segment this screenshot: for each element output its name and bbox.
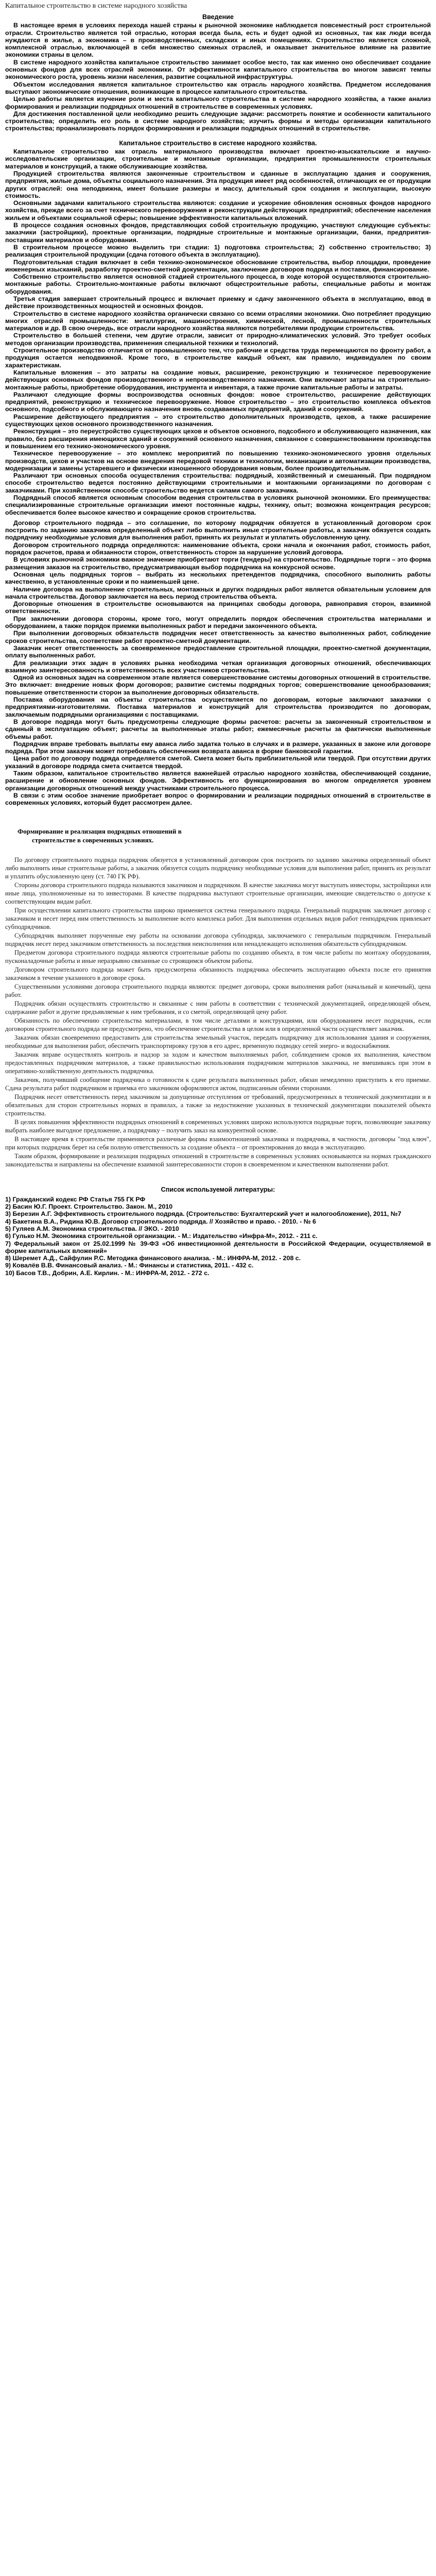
paragraph: При выполнении договорных обязательств подрядчик несет ответственность за качество выполненных работ, соблюдение сроков строительства, соответствие работ проектно-сметной документации. bbox=[5, 630, 431, 645]
part1-paragraphs bbox=[5, 148, 431, 516]
paragraph: Субподрядчик выполняет порученные ему работы на основании договора субподряда, заключаемого с генеральным подрядчиком. Генеральный подрядчик несет перед заказчиком ответственность за последствия неисполнения или ненадлежащего исполнения обязательств субподрядчиком. bbox=[5, 932, 431, 948]
paragraph: В договоре подряда могут быть предусмотрены следующие формы расчетов: расчеты за законченный строительством и сданный в эксплуатацию объект; расчеты за выполненные этапы работ; ежемесячные расчеты за фактически выполненные объемы работ. bbox=[5, 718, 431, 740]
paragraph: Основными задачами капитального строительства являются: создание и ускорение обновления основных фондов народного хозяйства, прежде всего за счет технического перевооружения и реконструкции действующих предприятий; обеспечение населения жильем и объектами социальной сферы; повышение эффективности капитальных вложений. bbox=[5, 199, 431, 222]
paragraph: В целях повышения эффективности подрядных отношений в современных условиях широко используются подрядные торги, позволяющие заказчику выбрать наиболее выгодное предложение, а подрядчику – получить заказ на конкурентной основе. bbox=[5, 1118, 431, 1134]
paragraph: Основная цель подрядных торгов – выбрать из нескольких претендентов подрядчика, способного выполнить работы качественно, в установленные сроки и по наименьшей цене. bbox=[5, 570, 431, 586]
paragraph: Договором строительного подряда определяются: наименование объекта, сроки начала и окончания работ, стоимость работ, порядок расчетов, права и обязанности сторон, ответственность сторон за нарушение условий договора. bbox=[5, 541, 431, 556]
paragraph: Договор строительного подряда – это соглашение, по которому подрядчик обязуется в установленный договором срок построить по заданию заказчика определенный объект либо выполнить иные строительные работы, а заказчик обязуется создать подрядчику необходимые условия для выполнения работ, принять их результат и уплатить обусловленную цену. bbox=[5, 519, 431, 541]
paragraph: В настоящее время в строительстве применяются различные формы взаимоотношений заказчика и подрядчика, в частности, договоры "под ключ", при которых подрядчик берет на себя полную ответственность за создание объекта – от проектирования до ввода в эксплуатацию. bbox=[5, 1136, 431, 1151]
paragraph: Предметом договора строительного подряда являются строительные работы по созданию объекта, в том числе работы по монтажу оборудования, пусконаладочные работы и иные неразрывно связанные со строящимся объектом работы. bbox=[5, 949, 431, 965]
paragraph: Поставка оборудования на объекты строительства осуществляется по договорам, которые заключают заказчики с предприятиями-изготовителями. Поставка материалов и конструкций для строительства производится по договорам, заключаемым подрядными организациями с поставщиками. bbox=[5, 696, 431, 718]
paragraph: Цена работ по договору подряда определяется сметой. Смета может быть приблизительной или твердой. При отсутствии других указаний в договоре подряда смета считается твердой. bbox=[5, 755, 431, 770]
intro-heading: Введение bbox=[202, 13, 234, 21]
paragraph: Различают три основных способа осуществления строительства: подрядный, хозяйственный и смешанный. При подрядном способе строительство ведется постоянно действующими строительными и монтажными организациями по договорам с заказчиками. При хозяйственном способе строительство ведется силами самого заказчика. bbox=[5, 472, 431, 494]
paragraph: Подрядчик обязан осуществлять строительство и связанные с ним работы в соответствии с технической документацией, определяющей объем, содержание работ и другие предъявляемые к ним требования, и со сметой, определяющей цену работ. bbox=[5, 1000, 431, 1016]
paragraph: Наличие договора на выполнение строительных, монтажных и других подрядных работ является обязательным условием для начала строительства. Договор заключается на весь период строительства объекта. bbox=[5, 585, 431, 600]
paragraph: Таким образом, формирование и реализация подрядных отношений в строительстве в современных условиях основываются на нормах гражданского законодательства и направлены на обеспечение взаимной заинтересованности сторон в своевременном и качественном выполнении работ. bbox=[5, 1153, 431, 1168]
paragraph: В процессе создания основных фондов, представляющих собой строительную продукцию, участвуют следующие субъекты: заказчики (застройщики), проектные организации, подрядные строительные и монтажные организации, банки, предприятия-поставщики материалов и оборудования. bbox=[5, 222, 431, 244]
paragraph: В строительном процессе можно выделить три стадии: 1) подготовка строительства; 2) собственно строительство; 3) реализация строительной продукции (сдача готового объекта в эксплуатацию). bbox=[5, 243, 431, 259]
paragraph: Стороны договора строительного подряда называются заказчиком и подрядчиком. В качестве заказчика могут выступать инвесторы, застройщики или иные лица, уполномоченные на то инвесторами. В качестве подрядчика выступают строительные организации, имеющие свидетельство о допуске к соответствующим видам работ. bbox=[5, 882, 431, 906]
reference-item: 1) Гражданский кодекс РФ Статья 755 ГК РФ bbox=[5, 1195, 146, 1203]
paragraph: Техническое перевооружение – это комплекс мероприятий по повышению технико-экономического уровня отдельных производств, цехов и участков на основе внедрения передовой техники и технологии, механизации и автоматизации производства, модернизации и замены устаревшего и физически изношенного оборудования новым, более производительным. bbox=[5, 450, 431, 472]
paragraph: Объектом исследования является капитальное строительство как отрасль народного хозяйства. Предметом исследования выступают экономические отношения, возникающие в процессе капитального строительства. bbox=[5, 80, 431, 95]
intro-paragraphs bbox=[5, 22, 431, 132]
paragraph: Капитальные вложения – это затраты на создание новых, расширение, реконструкцию и техническое перевооружение действующих основных фондов производственного и непроизводственного назначения. Они включают затраты на строительно-монтажные работы, приобретение оборудования, инструмента и инвентаря, а также прочие капитальные работы и затраты. bbox=[5, 368, 431, 391]
paragraph: Заказчик вправе осуществлять контроль и надзор за ходом и качеством выполняемых работ, соблюдением сроков их выполнения, качеством предоставленных подрядчиком материалов, а также правильностью использования подрядчиком материалов заказчика, не вмешиваясь при этом в оперативно-хозяйственную деятельность подрядчика. bbox=[5, 1051, 431, 1075]
intro-section bbox=[5, 13, 431, 132]
paragraph: Подрядчик вправе требовать выплаты ему аванса либо задатка только в случаях и в размере, указанных в законе или договоре подряда. При этом заказчик может потребовать обеспечения возврата аванса в форме банковской гарантии. bbox=[5, 740, 431, 755]
paragraph: В условиях рыночной экономики важное значение приобретают торги (тендеры) на строительство. Подрядные торги – это форма размещения заказов на строительство, предусматривающая выбор подрядчика на конкурсной основе. bbox=[5, 556, 431, 571]
part2-heading bbox=[5, 827, 431, 844]
part1b-paragraphs bbox=[5, 519, 431, 807]
references-section bbox=[5, 1186, 431, 1277]
document-title: Капитальное строительство в системе народного хозяйства bbox=[5, 2, 187, 10]
paragraph: При осуществлении капитального строительства широко применяется система генерального подряда. Генеральный подрядчик заключает договор с заказчиком и несет перед ним ответственность за выполнение всего комплекса работ. Для выполнения отдельных видов работ генподрядчик привлекает субподрядчиков. bbox=[5, 907, 431, 931]
part2-heading-line1: Формирование и реализация подрядных отношений в bbox=[18, 827, 182, 836]
reference-item: 3) Березин А.Г. Эффективность строительного подряда. (Строительство: Бухгалтерский учет и налогообложение), 2011, №7 bbox=[5, 1210, 402, 1218]
reference-item: 6) Гулько Н.М. Экономика строительной организации. - М.: Издательство «Инфра-М», 2012. - 211 с. bbox=[5, 1232, 318, 1240]
reference-item: 4) Бакетина В.А., Ридина Ю.В. Договор строительного подряда. // Хозяйство и право. - 2010. - № 6 bbox=[5, 1217, 316, 1225]
paragraph: В настоящее время в условиях перехода нашей страны к рыночной экономике наблюдается повсеместный рост строительной отрасли. Строительство является той отраслью, которая всегда была, есть и будет одной из основных, так как люди всегда нуждаются в жилье, а экономика – в производственных, складских и иных помещениях. Строительство является сложной, комплексной отраслью, включающей в себя множество смежных отраслей, и оказывает значительное влияние на развитие экономики страны в целом. bbox=[5, 22, 431, 59]
paragraph: В связи с этим особое значение приобретает вопрос о формировании и реализации подрядных отношений в строительстве в современных условиях, который будет рассмотрен далее. bbox=[5, 791, 431, 807]
part2-heading-line2: строительстве в современных условиях. bbox=[32, 836, 154, 844]
part2-paragraphs bbox=[5, 856, 431, 1168]
paragraph: Подрядчик несет ответственность перед заказчиком за допущенные отступления от требований, предусмотренных в технической документации и в обязательных для сторон строительных нормах и правилах, а также за недостижение указанных в технической документации показателей объекта строительства. bbox=[5, 1093, 431, 1117]
reference-item: 10) Басов Т.В., Добрин, А.Е. Кирлин. - М.: ИНФРА-М, 2012. - 272 с. bbox=[5, 1269, 210, 1277]
part1-section bbox=[5, 140, 431, 807]
paragraph: Обязанность по обеспечению строительства материалами, в том числе деталями и конструкциями, или оборудованием несет подрядчик, если договором строительного подряда не предусмотрено, что обеспечение строительства в целом или в определенной части осуществляет заказчик. bbox=[5, 1017, 431, 1033]
paragraph: Подрядный способ является основным способом ведения строительства в условиях рыночной экономики. Его преимущества: специализированные строительные организации имеют постоянные кадры, технику, опыт; возможна концентрация ресурсов; обеспечивается более высокое качество и сокращение сроков строительства. bbox=[5, 494, 431, 516]
paragraph: Целью работы является изучение роли и места капитального строительства в системе народного хозяйства, а также анализ формирования и реализации подрядных отношений в строительстве в современных условиях. bbox=[5, 95, 431, 110]
paragraph: Для реализации этих задач в условиях рынка необходима четкая организация договорных отношений, обеспечивающих взаимную заинтересованность и ответственность всех участников строительства. bbox=[5, 659, 431, 674]
paragraph: Различают следующие формы воспроизводства основных фондов: новое строительство, расширение действующих предприятий, реконструкцию и техническое перевооружение. Новое строительство – это строительство комплекса объектов основного, подсобного и обслуживающего назначения вновь создаваемых предприятий, зданий и сооружений. bbox=[5, 391, 431, 413]
paragraph: В системе народного хозяйства капитальное строительство занимает особое место, так как именно оно обеспечивает создание основных фондов для всех отраслей экономики. От эффективности капитального строительства во многом зависят темпы экономического роста, уровень жизни населения, развитие социальной инфраструктуры. bbox=[5, 58, 431, 81]
paragraph: Договорные отношения в строительстве основываются на принципах свободы договора, равноправия сторон, взаимной ответственности. bbox=[5, 600, 431, 615]
part1-heading: Капитальное строительство в системе народного хозяйства. bbox=[119, 139, 317, 147]
reference-item: 9) Ковалёв В.В. Финансовый анализ. - М.: Финансы и статистика, 2011. - 432 с. bbox=[5, 1262, 254, 1269]
paragraph: Строительство в системе народного хозяйства органически связано со всеми отраслями экономики. Оно потребляет продукцию многих отраслей промышленности: металлургии, машиностроения, химической, лесной, промышленности строительных материалов и др. В свою очередь, все отрасли народного хозяйства являются потребителями продукции строительства. bbox=[5, 310, 431, 332]
reference-item: 5) Гуляев А.М. Экономика строительства. // ЭКО. - 2010 bbox=[5, 1225, 179, 1232]
references-heading: Список используемой литературы: bbox=[161, 1186, 275, 1194]
paragraph: Третья стадия завершает строительный процесс и включает приемку и сдачу законченного объекта в эксплуатацию, ввод в действие производственных мощностей и основных фондов. bbox=[5, 295, 431, 310]
paragraph: Продукцией строительства являются законченные строительством и сданные в эксплуатацию здания и сооружения, предприятия, жилые дома, объекты социального назначения. Эта продукция имеет ряд особенностей, отличающих ее от продукции других отраслей: она неподвижна, имеет большие размеры и массу, длительный срок создания и эксплуатации, высокую стоимость. bbox=[5, 170, 431, 199]
paragraph: Собственно строительство является основной стадией строительного процесса, в ходе которой осуществляются строительно-монтажные работы. Строительно-монтажные работы включают общестроительные работы, специальные работы и монтаж оборудования. bbox=[5, 273, 431, 295]
paragraph: При заключении договора стороны, кроме того, могут определить порядок обеспечения строительства материалами и оборудованием, а также порядок приемки выполненных работ и передачи законченного объекта. bbox=[5, 615, 431, 630]
paragraph: Строительное производство отличается от промышленного тем, что рабочие и средства труда перемещаются по фронту работ, а продукция остается неподвижной. Кроме того, в строительстве каждый объект, как правило, индивидуален по своим характеристикам. bbox=[5, 347, 431, 369]
paragraph: Заказчик, получивший сообщение подрядчика о готовности к сдаче результата выполненных работ, обязан немедленно приступить к его приемке. Сдача результата работ подрядчиком и приемка его заказчиком оформляются актом, подписанным обеими сторонами. bbox=[5, 1076, 431, 1092]
paragraph: Заказчик несет ответственность за своевременное предоставление строительной площадки, проектно-сметной документации, оплату выполненных работ. bbox=[5, 644, 431, 659]
paragraph: Одной из основных задач на современном этапе является совершенствование системы договорных отношений в строительстве. Это включает: внедрение новых форм договоров; развитие системы подрядных торгов; совершенствование ценообразования; повышение ответственности сторон за выполнение договорных обязательств. bbox=[5, 674, 431, 696]
reference-item: 8) Шеремет А.Д., Сайфулин Р.С. Методика финансового анализа. - М.: ИНФРА-М, 2012. - 208 с. bbox=[5, 1255, 301, 1262]
paragraph: Заказчик обязан своевременно предоставить для строительства земельный участок, передать подрядчику для использования здания и сооружения, необходимые для выполнения работ, обеспечить транспортировку грузов в его адрес, временную подводку сетей энерго- и водоснабжения. bbox=[5, 1034, 431, 1050]
references-list bbox=[5, 1196, 431, 1277]
reference-item: 2) Басин Ю.Г. Проект. Строительство. Закон. М., 2010 bbox=[5, 1203, 173, 1211]
reference-item: 7) Федеральный закон от 25.02.1999 № 39-ФЗ «Об инвестиционной деятельности в Российской Федерации, осуществляемой в форме капитальных вложений» bbox=[5, 1240, 431, 1255]
paragraph: Подготовительная стадия включает в себя технико-экономическое обоснование строительства, выбор площадки, проведение инженерных изысканий, разработку проектно-сметной документации, заключение договоров подряда и поставки, финансирование. bbox=[5, 258, 431, 273]
paragraph: Капитальное строительство как отрасль материального производства включает проектно-изыскательские и научно-исследовательские организации, строительные и монтажные организации, предприятия промышленности строительных материалов и конструкций, а также обслуживающие хозяйства. bbox=[5, 148, 431, 170]
part2-section bbox=[5, 827, 431, 1168]
paragraph: Для достижения поставленной цели необходимо решить следующие задачи: рассмотреть понятие и особенности капитального строительства; определить его роль в системе народного хозяйства; изучить формы и методы организации капитального строительства; проанализировать порядок формирования и реализации подрядных отношений в строительстве. bbox=[5, 110, 431, 132]
paragraph: Строительство в большей степени, чем другие отрасли, зависит от природно-климатических условий. Это требует особых методов организации производства, применения специальной техники и технологий. bbox=[5, 332, 431, 347]
paragraph: Существенными условиями договора строительного подряда являются: предмет договора, сроки выполнения работ (начальный и конечный), цена работ. bbox=[5, 983, 431, 999]
paragraph: По договору строительного подряда подрядчик обязуется в установленный договором срок построить по заданию заказчика определенный объект либо выполнить иные строительные работы, а заказчик обязуется создать подрядчику необходимые условия для выполнения работ, принять их результат и уплатить обусловленную цену (ст. 740 ГК РФ). bbox=[5, 856, 431, 880]
paragraph: Расширение действующего предприятия – это строительство дополнительных производств, цехов, а также расширение существующих цехов основного производственного назначения. bbox=[5, 413, 431, 428]
paragraph: Таким образом, капитальное строительство является важнейшей отраслью народного хозяйства, обеспечивающей создание, расширение и обновление основных фондов. Эффективность его функционирования во многом определяется уровнем организации договорных отношений между участниками строительного процесса. bbox=[5, 769, 431, 792]
paragraph: Реконструкция – это переустройство существующих цехов и объектов основного, подсобного и обслуживающего назначения, как правило, без расширения имеющихся зданий и сооружений основного назначения, связанное с совершенствованием производства и повышением его технико-экономического уровня. bbox=[5, 428, 431, 450]
paragraph: Договором строительного подряда может быть предусмотрена обязанность подрядчика обеспечить эксплуатацию объекта после его принятия заказчиком в течение указанного в договоре срока. bbox=[5, 966, 431, 982]
